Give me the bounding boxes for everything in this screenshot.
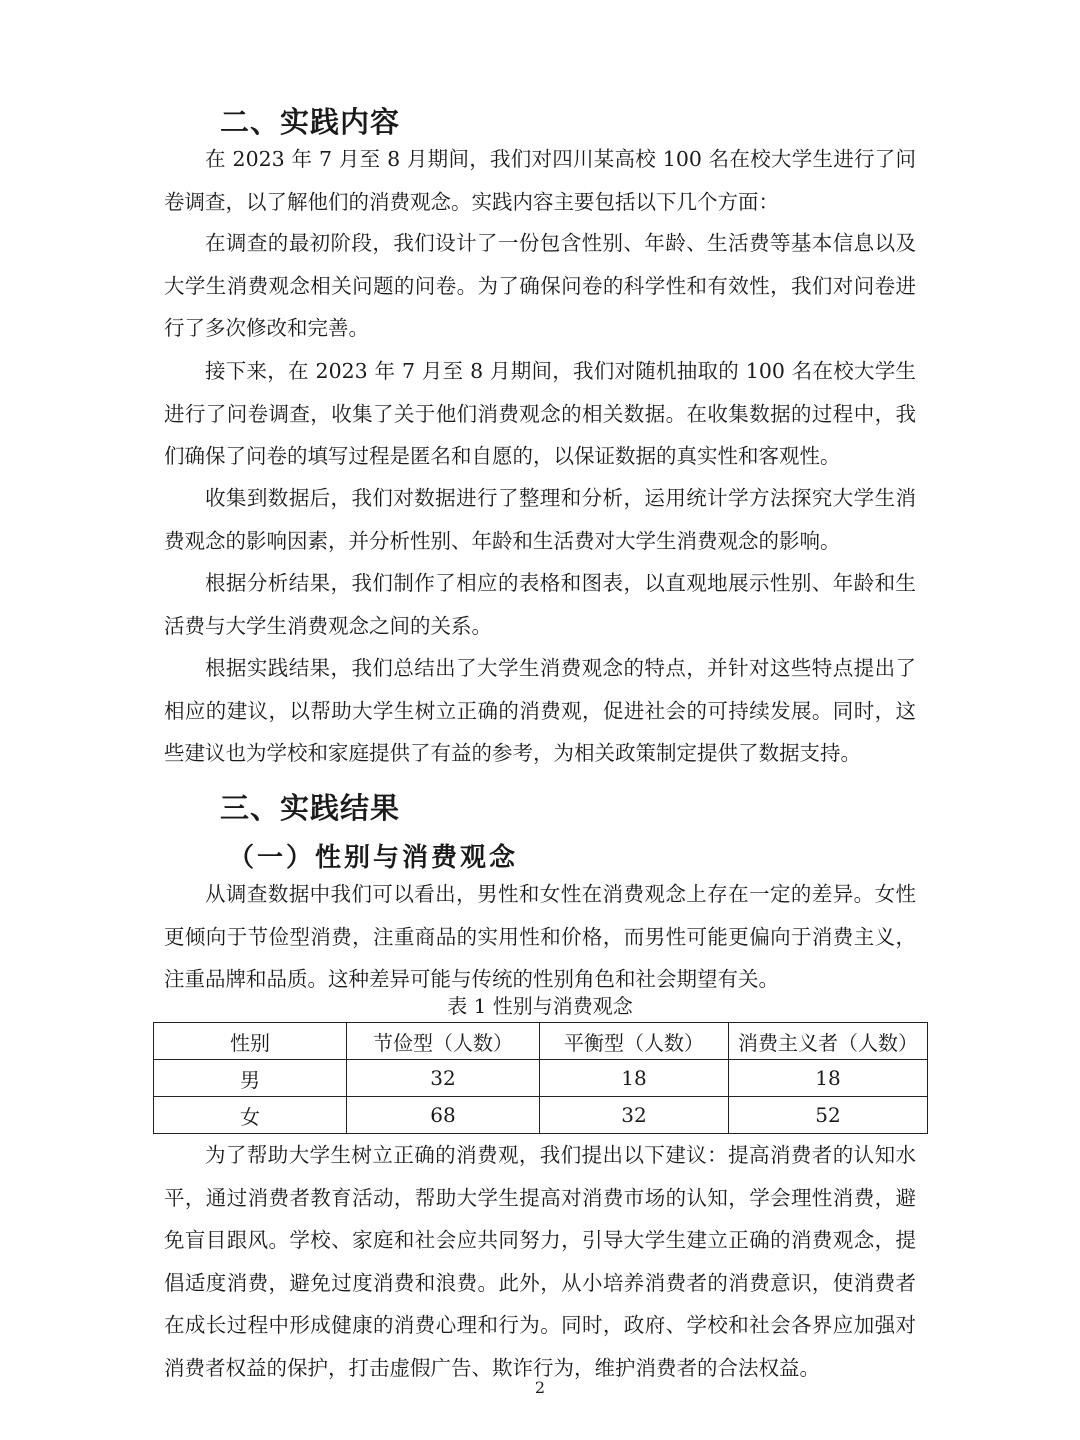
paragraph: 根据分析结果，我们制作了相应的表格和图表，以直观地展示性别、年龄和生活费与大学生消费观念之间的关系。: [164, 571, 916, 638]
paragraph: 接下来，在 2023 年 7 月至 8 月期间，我们对随机抽取的 100 名在校大学生进行了问卷调查，收集了关于他们消费观念的相关数据。在收集数据的过程中，我们确保了问卷的填写过程是匿名和自愿的，以保证数据的真实性和客观性。: [164, 359, 916, 468]
table-cell: 32: [347, 1060, 540, 1097]
table-header-cell: 性别: [154, 1023, 347, 1060]
paragraph: 在调查的最初阶段，我们设计了一份包含性别、年龄、生活费等基本信息以及大学生消费观念相关问题的问卷。为了确保问卷的科学性和有效性，我们对问卷进行了多次修改和完善。: [164, 231, 916, 340]
table-cell: 18: [729, 1060, 928, 1097]
paragraph: 在 2023 年 7 月至 8 月期间，我们对四川某高校 100 名在校大学生进行了问卷调查，以了解他们的消费观念。实践内容主要包括以下几个方面：: [164, 147, 916, 214]
gender-consumption-table: [153, 1022, 928, 1134]
table-cell: 18: [540, 1060, 729, 1097]
table-header-cell: 节俭型（人数）: [347, 1023, 540, 1060]
paragraph: 根据实践结果，我们总结出了大学生消费观念的特点，并针对这些特点提出了相应的建议，以帮助大学生树立正确的消费观，促进社会的可持续发展。同时，这些建议也为学校和家庭提供了有益的参考，为相关政策制定提供了数据支持。: [164, 656, 916, 765]
section-heading-practice-content: 二、实践内容: [220, 105, 401, 139]
table-row: [154, 1097, 928, 1134]
table-cell: 男: [154, 1060, 347, 1097]
table-cell: 女: [154, 1097, 347, 1134]
subsection-heading-gender: （一）性别与消费观念: [228, 843, 519, 873]
section-heading-practice-results: 三、实践结果: [220, 791, 401, 825]
table-cell: 68: [347, 1097, 540, 1134]
page-number: 2: [534, 1378, 546, 1397]
table-caption: 表 1 性别与消费观念: [447, 994, 633, 1018]
table-header-cell: 平衡型（人数）: [540, 1023, 729, 1060]
table-row: [154, 1060, 928, 1097]
paragraph: 收集到数据后，我们对数据进行了整理和分析，运用统计学方法探究大学生消费观念的影响因素，并分析性别、年龄和生活费对大学生消费观念的影响。: [164, 486, 916, 553]
table-cell: 52: [729, 1097, 928, 1134]
paragraph: 为了帮助大学生树立正确的消费观，我们提出以下建议：提高消费者的认知水平，通过消费者教育活动，帮助大学生提高对消费市场的认知，学会理性消费，避免盲目跟风。学校、家庭和社会应共同努力，引导大学生建立正确的消费观念，提倡适度消费，避免过度消费和浪费。此外，从小培养消费者的消费意识，使消费者在成长过程中形成健康的消费心理和行为。同时，政府、学校和社会各界应加强对消费者权益的保护，打击虚假广告、欺诈行为，维护消费者的合法权益。: [164, 1143, 916, 1380]
table-header-cell: 消费主义者（人数）: [729, 1023, 928, 1060]
table-header-row: [154, 1023, 928, 1060]
table-cell: 32: [540, 1097, 729, 1134]
paragraph: 从调查数据中我们可以看出，男性和女性在消费观念上存在一定的差异。女性更倾向于节俭型消费，注重商品的实用性和价格，而男性可能更偏向于消费主义，注重品牌和品质。这种差异可能与传统的性别角色和社会期望有关。: [164, 882, 916, 991]
